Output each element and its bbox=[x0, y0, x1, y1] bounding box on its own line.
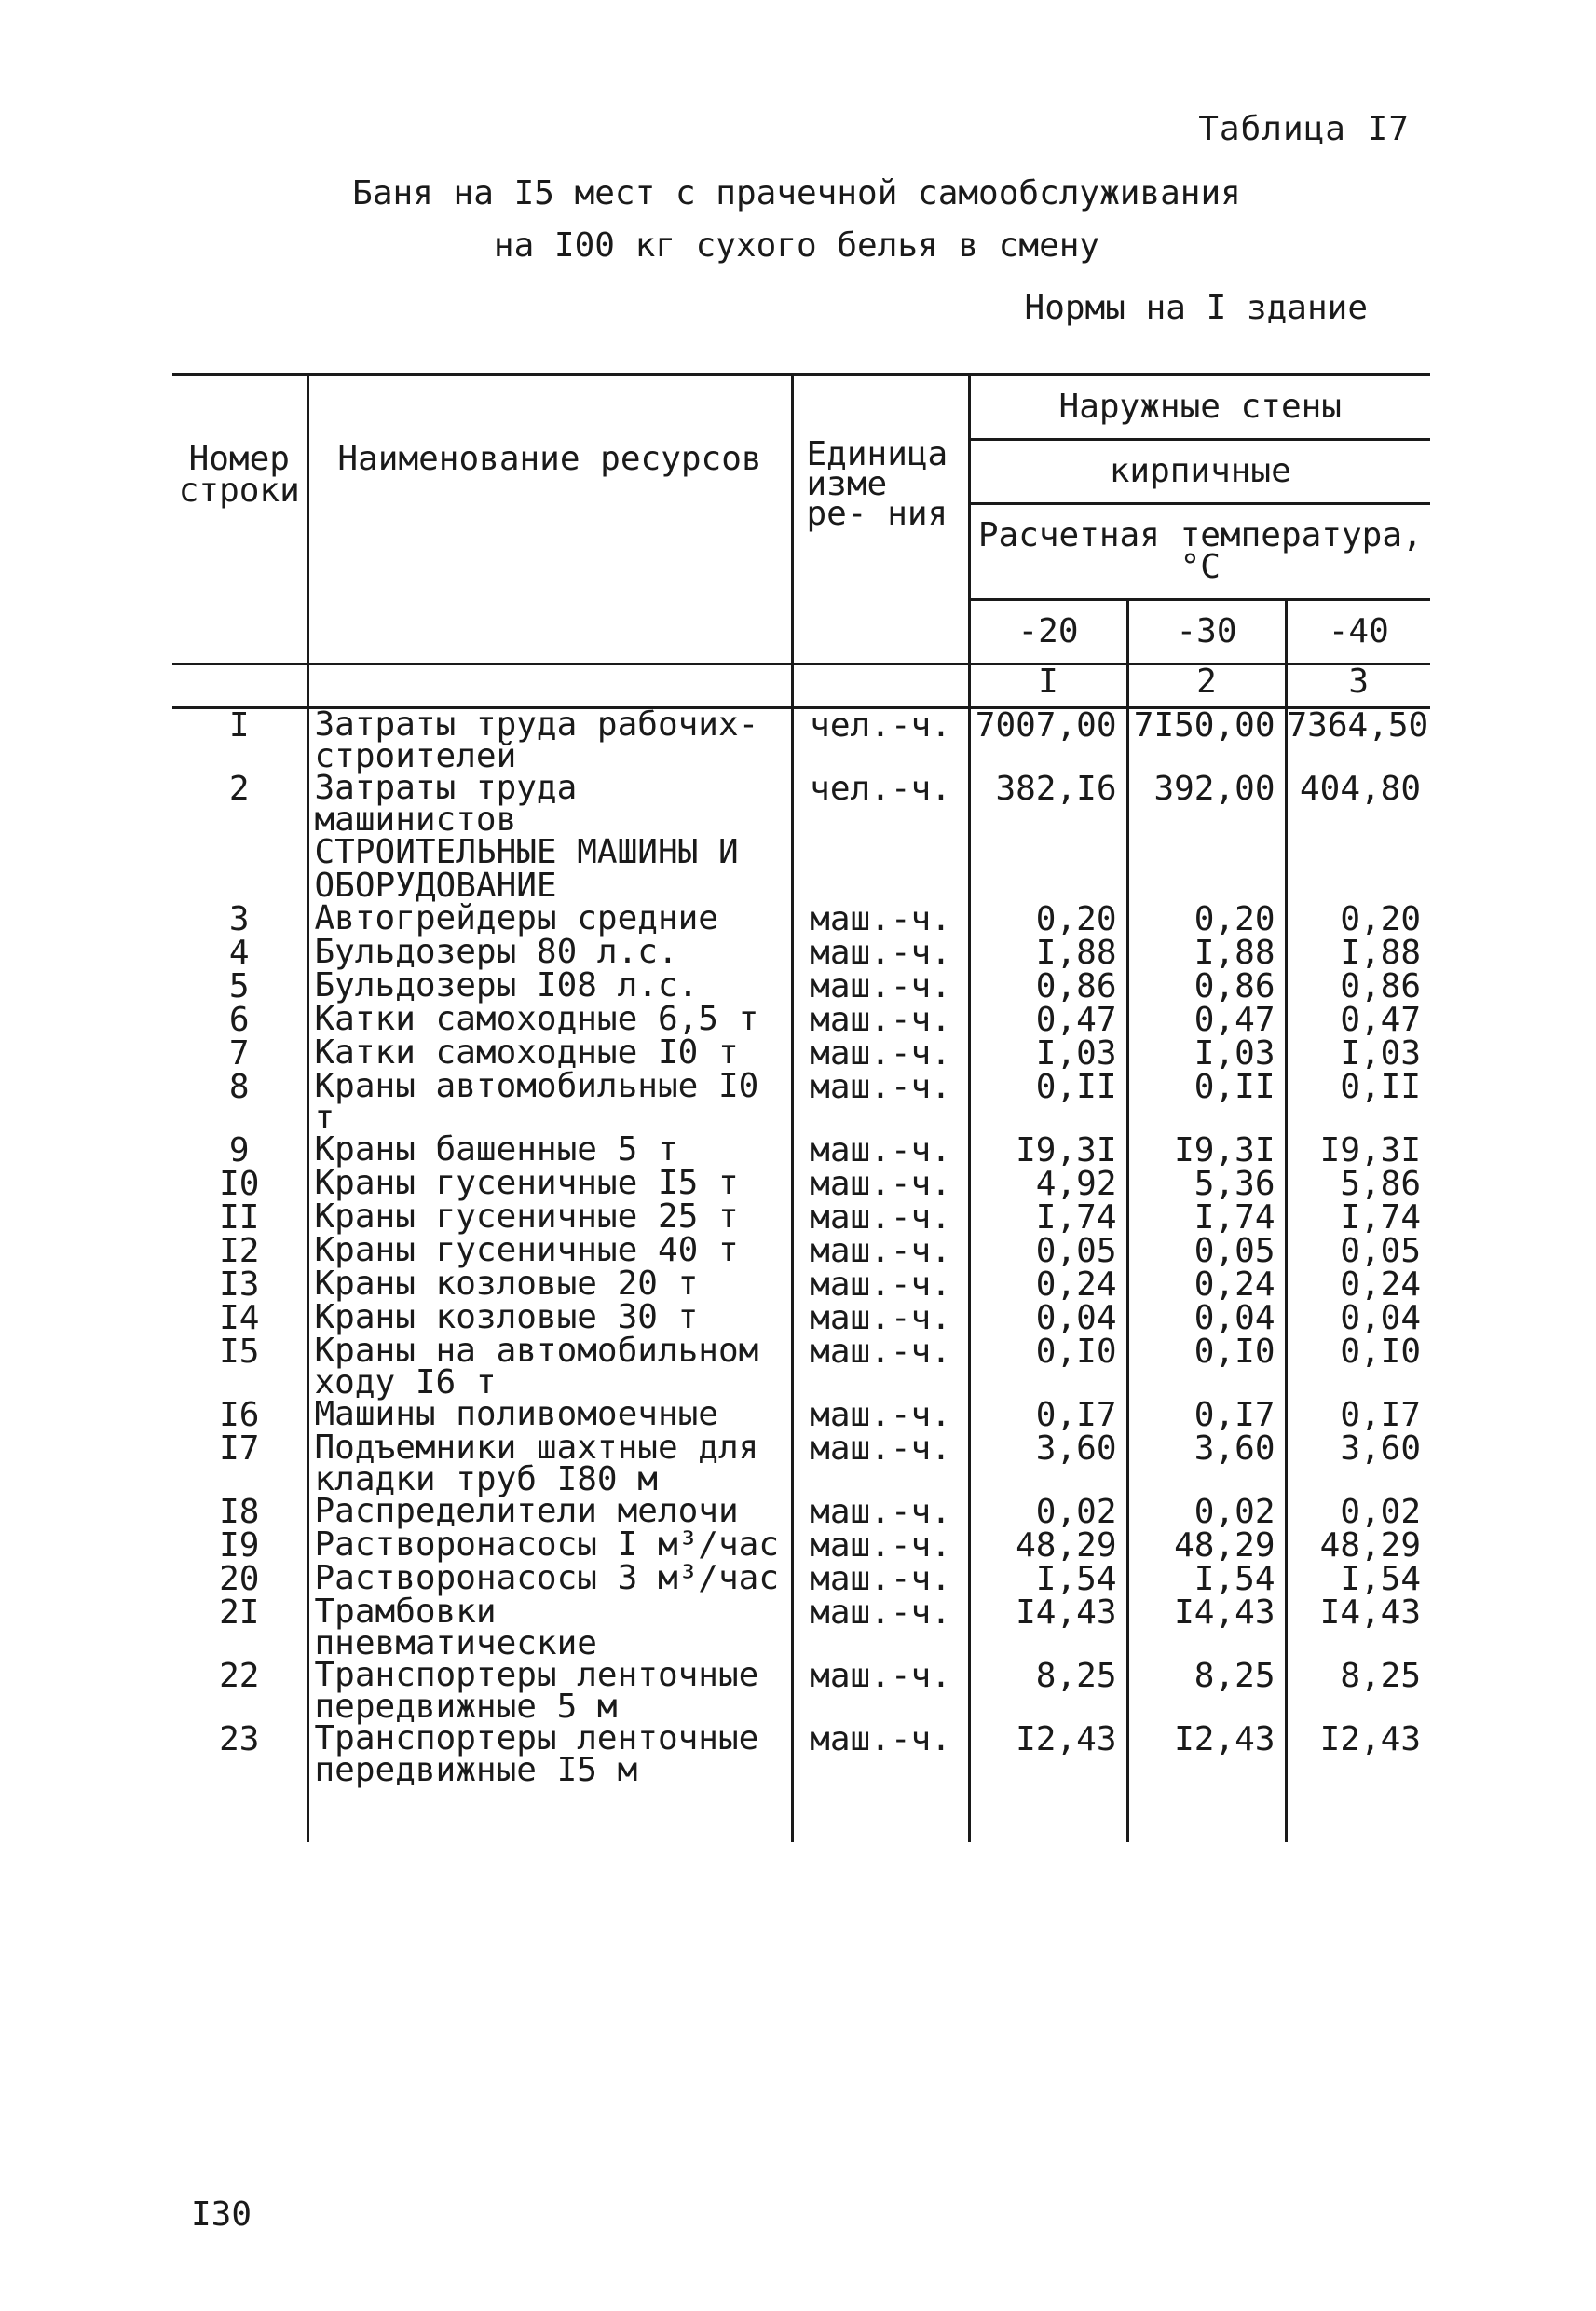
resource-name: Затраты труда машинистов bbox=[307, 773, 792, 836]
row-number: I0 bbox=[219, 1165, 260, 1203]
row-number: 23 bbox=[219, 1720, 260, 1758]
resource-name: Краны гусеничные I5 т bbox=[307, 1168, 792, 1201]
value-col-2: 0,04 bbox=[1127, 1302, 1286, 1335]
value-col-3: 0,I7 bbox=[1286, 1399, 1430, 1432]
value-col-2: I9,3I bbox=[1127, 1134, 1286, 1168]
value-col-1: I2,43 bbox=[969, 1723, 1127, 1786]
value-col-2: 0,II bbox=[1127, 1071, 1286, 1134]
table-row bbox=[172, 1235, 1430, 1268]
value-col-2: I4,43 bbox=[1127, 1596, 1286, 1660]
row-number: 7 bbox=[228, 1034, 250, 1073]
value-col-2: 0,02 bbox=[1127, 1496, 1286, 1529]
value-col-1: 4,92 bbox=[969, 1168, 1127, 1201]
table-end bbox=[172, 1786, 1430, 1842]
value-col-1: I,54 bbox=[969, 1563, 1127, 1596]
resource-name: Краны козловые 20 т bbox=[307, 1268, 792, 1302]
header-design-temperature: Расчетная температура, °С bbox=[969, 504, 1430, 600]
value-col-3: 5,86 bbox=[1286, 1168, 1430, 1201]
norms-caption: Нормы на I здание bbox=[1024, 289, 1368, 327]
table-header bbox=[172, 375, 1430, 708]
value-col-1: 0,24 bbox=[969, 1268, 1127, 1302]
table-label: Таблица I7 bbox=[1198, 110, 1410, 148]
value-col-2: 392,00 bbox=[1127, 773, 1286, 836]
resource-name: Краны гусеничные 40 т bbox=[307, 1235, 792, 1268]
page-number: I30 bbox=[191, 2195, 252, 2234]
value-col-1: 7007,00 bbox=[969, 708, 1127, 773]
row-number: 20 bbox=[219, 1560, 260, 1598]
header-resource-name: Наименование ресурсов bbox=[307, 375, 792, 664]
table-row bbox=[172, 1563, 1430, 1596]
value-col-2: 0,I0 bbox=[1127, 1335, 1286, 1399]
unit-cell: чел.-ч. bbox=[792, 708, 969, 773]
section-header bbox=[172, 833, 1430, 905]
title-line-2: на I00 кг сухого белья в смену bbox=[493, 226, 1100, 265]
table-row bbox=[172, 1596, 1430, 1660]
value-col-1: I4,43 bbox=[969, 1596, 1127, 1660]
value-col-1: 0,05 bbox=[969, 1235, 1127, 1268]
resource-name: Краны на автомобильном ходу I6 т bbox=[307, 1335, 792, 1399]
unit-cell: маш.-ч. bbox=[792, 1037, 969, 1071]
table-row bbox=[172, 1201, 1430, 1235]
value-col-3: 3,60 bbox=[1286, 1432, 1430, 1496]
header-outer-walls: Наружные стены bbox=[969, 375, 1430, 440]
resource-table bbox=[172, 373, 1430, 1842]
resource-name: Транспортеры ленточные передвижные I5 м bbox=[307, 1723, 792, 1786]
row-number: II bbox=[219, 1198, 260, 1237]
section-title: СТРОИТЕЛЬНЫЕ МАШИНЫ И ОБОРУДОВАНИЕ bbox=[307, 836, 792, 903]
table-row bbox=[172, 1071, 1430, 1134]
row-number: 3 bbox=[228, 900, 250, 938]
value-col-1: I,03 bbox=[969, 1037, 1127, 1071]
value-col-2: 8,25 bbox=[1127, 1660, 1286, 1723]
column-index-1: I bbox=[969, 664, 1127, 708]
table-row bbox=[172, 1037, 1430, 1071]
title-line-1: Баня на I5 мест с прачечной самообслуживания bbox=[352, 174, 1241, 212]
unit-cell: маш.-ч. bbox=[792, 1563, 969, 1596]
value-col-3: 0,04 bbox=[1286, 1302, 1430, 1335]
table-row bbox=[172, 773, 1430, 836]
value-col-1: 48,29 bbox=[969, 1529, 1127, 1563]
unit-cell: маш.-ч. bbox=[792, 1660, 969, 1723]
value-col-1: 8,25 bbox=[969, 1660, 1127, 1723]
value-col-3: 0,24 bbox=[1286, 1268, 1430, 1302]
value-col-3: I4,43 bbox=[1286, 1596, 1430, 1660]
table-row bbox=[172, 937, 1430, 970]
value-col-1: I9,3I bbox=[969, 1134, 1127, 1168]
row-number: 9 bbox=[228, 1131, 250, 1169]
unit-cell: маш.-ч. bbox=[792, 1168, 969, 1201]
resource-name: Краны башенные 5 т bbox=[307, 1134, 792, 1168]
unit-cell: маш.-ч. bbox=[792, 1723, 969, 1786]
table-row bbox=[172, 1432, 1430, 1496]
value-col-3: I,88 bbox=[1286, 937, 1430, 970]
value-col-1: 0,04 bbox=[969, 1302, 1127, 1335]
row-number: I6 bbox=[219, 1396, 260, 1434]
unit-cell: маш.-ч. bbox=[792, 1399, 969, 1432]
value-col-3: 0,47 bbox=[1286, 1004, 1430, 1037]
resource-name: Машины поливомоечные bbox=[307, 1399, 792, 1432]
value-col-2: I2,43 bbox=[1127, 1723, 1286, 1786]
resource-name: Краны автомобильные I0 т bbox=[307, 1071, 792, 1134]
value-col-2: I,03 bbox=[1127, 1037, 1286, 1071]
unit-cell: маш.-ч. bbox=[792, 1529, 969, 1563]
resource-name: Растворонасосы I м³/час bbox=[307, 1529, 792, 1563]
unit-cell: маш.-ч. bbox=[792, 937, 969, 970]
table-row bbox=[172, 1004, 1430, 1037]
value-col-2: I,74 bbox=[1127, 1201, 1286, 1235]
value-col-3: 48,29 bbox=[1286, 1529, 1430, 1563]
row-number: 2 bbox=[228, 770, 250, 808]
index-blank-1 bbox=[172, 664, 307, 708]
resource-name: Распределители мелочи bbox=[307, 1496, 792, 1529]
column-index-3: 3 bbox=[1286, 664, 1430, 708]
row-number: 4 bbox=[228, 934, 250, 972]
table-row bbox=[172, 1660, 1430, 1723]
row-number: I2 bbox=[219, 1232, 260, 1270]
value-col-2: 0,20 bbox=[1127, 903, 1286, 937]
value-col-2: 7I50,00 bbox=[1127, 708, 1286, 773]
value-col-1: I,88 bbox=[969, 937, 1127, 970]
value-col-3: I9,3I bbox=[1286, 1134, 1430, 1168]
unit-cell: маш.-ч. bbox=[792, 1071, 969, 1134]
table-row bbox=[172, 1134, 1430, 1168]
resource-name: Бульдозеры I08 л.с. bbox=[307, 970, 792, 1004]
resource-name: Катки самоходные 6,5 т bbox=[307, 1004, 792, 1037]
value-col-2: I,88 bbox=[1127, 937, 1286, 970]
machine-rows bbox=[172, 899, 1430, 1789]
row-number: 5 bbox=[228, 967, 250, 1005]
header-row-number: Номер строки bbox=[172, 375, 307, 664]
value-col-2: 0,86 bbox=[1127, 970, 1286, 1004]
index-blank-3 bbox=[792, 664, 969, 708]
unit-cell: маш.-ч. bbox=[792, 1004, 969, 1037]
column-index-2: 2 bbox=[1127, 664, 1286, 708]
value-col-2: 5,36 bbox=[1127, 1168, 1286, 1201]
resource-name: Краны гусеничные 25 т bbox=[307, 1201, 792, 1235]
row-number: I bbox=[228, 706, 250, 745]
value-col-1: 0,02 bbox=[969, 1496, 1127, 1529]
table-row bbox=[172, 1168, 1430, 1201]
row-number: I7 bbox=[219, 1429, 260, 1468]
value-col-3: I,03 bbox=[1286, 1037, 1430, 1071]
unit-cell: маш.-ч. bbox=[792, 1235, 969, 1268]
labor-rows bbox=[172, 705, 1430, 839]
index-blank-2 bbox=[307, 664, 792, 708]
resource-name: Транспортеры ленточные передвижные 5 м bbox=[307, 1660, 792, 1723]
value-col-3: 0,05 bbox=[1286, 1235, 1430, 1268]
value-col-2: 3,60 bbox=[1127, 1432, 1286, 1496]
unit-cell: маш.-ч. bbox=[792, 1134, 969, 1168]
value-col-1: 0,20 bbox=[969, 903, 1127, 937]
value-col-1: 0,I0 bbox=[969, 1335, 1127, 1399]
row-number: 6 bbox=[228, 1001, 250, 1039]
table-row bbox=[172, 903, 1430, 937]
unit-cell: чел.-ч. bbox=[792, 773, 969, 836]
value-col-3: I2,43 bbox=[1286, 1723, 1430, 1786]
unit-cell: маш.-ч. bbox=[792, 1268, 969, 1302]
header-temp-2: -30 bbox=[1127, 600, 1286, 664]
row-number: I3 bbox=[219, 1265, 260, 1304]
value-col-3: 8,25 bbox=[1286, 1660, 1430, 1723]
unit-cell: маш.-ч. bbox=[792, 1496, 969, 1529]
header-brick: кирпичные bbox=[969, 440, 1430, 504]
value-col-2: 0,I7 bbox=[1127, 1399, 1286, 1432]
header-temp-3: -40 bbox=[1286, 600, 1430, 664]
table-row bbox=[172, 1268, 1430, 1302]
value-col-1: 3,60 bbox=[969, 1432, 1127, 1496]
row-number: I8 bbox=[219, 1493, 260, 1531]
value-col-1: I,74 bbox=[969, 1201, 1127, 1235]
row-number: I5 bbox=[219, 1333, 260, 1371]
value-col-3: 0,20 bbox=[1286, 903, 1430, 937]
value-col-3: 7364,50 bbox=[1286, 708, 1430, 773]
resource-name: Подъемники шахтные для кладки труб I80 м bbox=[307, 1432, 792, 1496]
resource-name: Катки самоходные I0 т bbox=[307, 1037, 792, 1071]
row-number: 22 bbox=[219, 1657, 260, 1695]
value-col-3: I,54 bbox=[1286, 1563, 1430, 1596]
value-col-2: 0,47 bbox=[1127, 1004, 1286, 1037]
value-col-2: 48,29 bbox=[1127, 1529, 1286, 1563]
unit-cell: маш.-ч. bbox=[792, 1432, 969, 1496]
value-col-2: 0,05 bbox=[1127, 1235, 1286, 1268]
value-col-3: 0,I0 bbox=[1286, 1335, 1430, 1399]
value-col-2: I,54 bbox=[1127, 1563, 1286, 1596]
value-col-1: 0,I7 bbox=[969, 1399, 1127, 1432]
table-row bbox=[172, 708, 1430, 773]
table-row bbox=[172, 1399, 1430, 1432]
resource-name: Трамбовки пневматические bbox=[307, 1596, 792, 1660]
resource-name: Бульдозеры 80 л.с. bbox=[307, 937, 792, 970]
resource-name: Затраты труда рабочих-строителей bbox=[307, 708, 792, 773]
value-col-3: 404,80 bbox=[1286, 773, 1430, 836]
resource-name: Автогрейдеры средние bbox=[307, 903, 792, 937]
table-row bbox=[172, 1529, 1430, 1563]
header-unit: Единица изме ре- ния bbox=[792, 375, 969, 664]
value-col-2: 0,24 bbox=[1127, 1268, 1286, 1302]
resource-name: Краны козловые 30 т bbox=[307, 1302, 792, 1335]
unit-cell: маш.-ч. bbox=[792, 1335, 969, 1399]
row-number: 2I bbox=[219, 1593, 260, 1632]
value-col-1: 0,47 bbox=[969, 1004, 1127, 1037]
value-col-1: 0,II bbox=[969, 1071, 1127, 1134]
row-number: I9 bbox=[219, 1526, 260, 1565]
row-number: 8 bbox=[228, 1068, 250, 1106]
unit-cell: маш.-ч. bbox=[792, 1201, 969, 1235]
table-row bbox=[172, 1302, 1430, 1335]
unit-cell: маш.-ч. bbox=[792, 903, 969, 937]
document-title bbox=[307, 168, 1286, 272]
unit-cell: маш.-ч. bbox=[792, 1302, 969, 1335]
value-col-3: 0,02 bbox=[1286, 1496, 1430, 1529]
value-col-1: 382,I6 bbox=[969, 773, 1127, 836]
value-col-3: I,74 bbox=[1286, 1201, 1430, 1235]
value-col-3: 0,II bbox=[1286, 1071, 1430, 1134]
value-col-3: 0,86 bbox=[1286, 970, 1430, 1004]
table-row bbox=[172, 970, 1430, 1004]
table-row bbox=[172, 1496, 1430, 1529]
value-col-1: 0,86 bbox=[969, 970, 1127, 1004]
table-row bbox=[172, 1335, 1430, 1399]
header-temp-1: -20 bbox=[969, 600, 1127, 664]
resource-name: Растворонасосы 3 м³/час bbox=[307, 1563, 792, 1596]
row-number: I4 bbox=[219, 1299, 260, 1337]
unit-cell: маш.-ч. bbox=[792, 970, 969, 1004]
unit-cell: маш.-ч. bbox=[792, 1596, 969, 1660]
table-row bbox=[172, 1723, 1430, 1786]
